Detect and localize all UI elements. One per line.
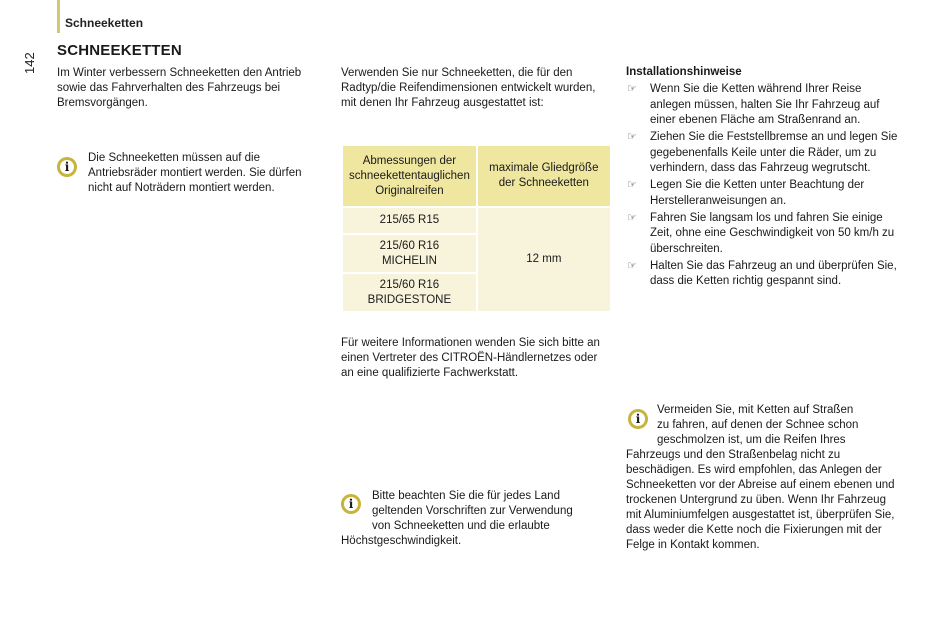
list-item	[626, 82, 901, 129]
table-header-max-link: maximale Gliedgröße der Schneeketten	[477, 145, 611, 207]
pointing-hand-icon: ☞	[627, 83, 637, 95]
pointing-hand-icon: ☞	[627, 259, 637, 272]
list-item	[626, 211, 901, 258]
info-note-line: Bitte beachten Sie die für jedes Land	[372, 490, 560, 502]
info-note-line: Höchstgeschwindigkeit.	[341, 535, 462, 547]
installation-heading: Installationshinweise	[626, 66, 742, 78]
info-icon: i	[341, 494, 361, 514]
tyre-size: 215/65 R15	[379, 214, 440, 226]
table-header-tyre-size: Abmessungen der schneekettentauglichen Originalreifen	[342, 145, 477, 207]
pointing-hand-icon: ☞	[627, 179, 637, 191]
section-label: Schneeketten	[65, 16, 144, 30]
table-row	[342, 207, 611, 234]
info-note-regulations	[341, 489, 601, 549]
intro-paragraph: Im Winter verbessern Schneeketten den Antrieb sowie das Fahrverhalten des Fahrzeugs bei Bremsvorgängen.	[57, 67, 302, 109]
table-cell-tyre-size	[342, 234, 477, 273]
list-item	[626, 259, 901, 290]
pointing-hand-icon: ☞	[627, 211, 637, 224]
info-note-line: Vermeiden Sie, mit Ketten auf Straßen	[657, 404, 854, 416]
step-text: Ziehen Sie die Feststellbremse an und legen Sie gegebenenfalls Keile unter die Räder, um zu verhindern, dass das Fahrzeug wegrutscht.	[650, 131, 898, 174]
tyre-intro-paragraph: Verwenden Sie nur Schneeketten, die für den Radtyp/die Reifendimensionen entwickelt wurden, mit denen Ihr Fahrzeug ausgestattet ist:	[341, 67, 596, 109]
tyre-brand: BRIDGESTONE	[367, 293, 452, 306]
snow-chain-table	[341, 144, 612, 313]
page-title: SCHNEEKETTEN	[57, 42, 182, 59]
info-note-line: von Schneeketten und die erlaubte	[372, 520, 550, 532]
info-note-line: geltenden Vorschriften zur Verwendung	[372, 505, 573, 517]
table-cell-tyre-size	[342, 273, 477, 312]
info-note-drive-wheels: Die Schneeketten müssen auf die Antriebsräder montiert werden. Sie dürfen nicht auf Noträdern montiert werden.	[88, 152, 302, 194]
pointing-hand-icon: ☞	[627, 131, 637, 143]
table-cell-tyre-size	[342, 207, 477, 234]
tyre-size: 215/60 R16	[379, 239, 440, 252]
page-number: 142	[22, 52, 37, 74]
step-text: Legen Sie die Ketten unter Beachtung der Herstelleranweisungen an.	[650, 179, 865, 207]
info-note-melted-snow	[626, 403, 896, 553]
tyre-size: 215/60 R16	[379, 278, 440, 291]
step-text: Halten Sie das Fahrzeug an und überprüfen Sie, dass die Ketten richtig gespannt sind.	[650, 259, 897, 287]
header-accent-rule	[57, 0, 60, 33]
list-item	[626, 178, 901, 209]
tyre-brand: MICHELIN	[381, 254, 437, 267]
info-icon: i	[57, 157, 77, 177]
info-note-line: geschmolzen ist, um die Reifen Ihres	[657, 434, 846, 446]
table-cell-max-link: 12 mm	[477, 207, 611, 312]
step-text: Wenn Sie die Ketten während Ihrer Reise anlegen müssen, halten Sie Ihr Fahrzeug auf einer ebenen Fläche am Straßenrand an.	[650, 83, 880, 126]
info-icon: i	[628, 409, 648, 429]
more-info-paragraph: Für weitere Informationen wenden Sie sich bitte an einen Vertreter des CITROËN-Händlernetzes oder an eine qualifizierte Fachwerkstatt.	[341, 337, 600, 379]
table-header-row	[342, 145, 611, 207]
info-note-line: Fahrzeugs und den Straßenbelag nicht zu beschädigen. Es wird empfohlen, das Anlegen der Schneeketten vor der Abreise auf einem ebenen und trockenen Untergrund zu üben. Wenn Ihr Fahrzeug mit Aluminiumfelgen ausgestattet ist, überprüfen Sie, dass weder die Kette noch die Fixierungen mit der Felge in Kontakt kommen.	[626, 449, 895, 551]
installation-steps	[626, 82, 901, 291]
step-text: Fahren Sie langsam los und fahren Sie einige Zeit, ohne eine Geschwindigkeit von 50 km/h zu überschreiten.	[650, 211, 895, 255]
info-note-line: zu fahren, auf denen der Schnee schon	[657, 419, 859, 431]
list-item	[626, 130, 901, 177]
